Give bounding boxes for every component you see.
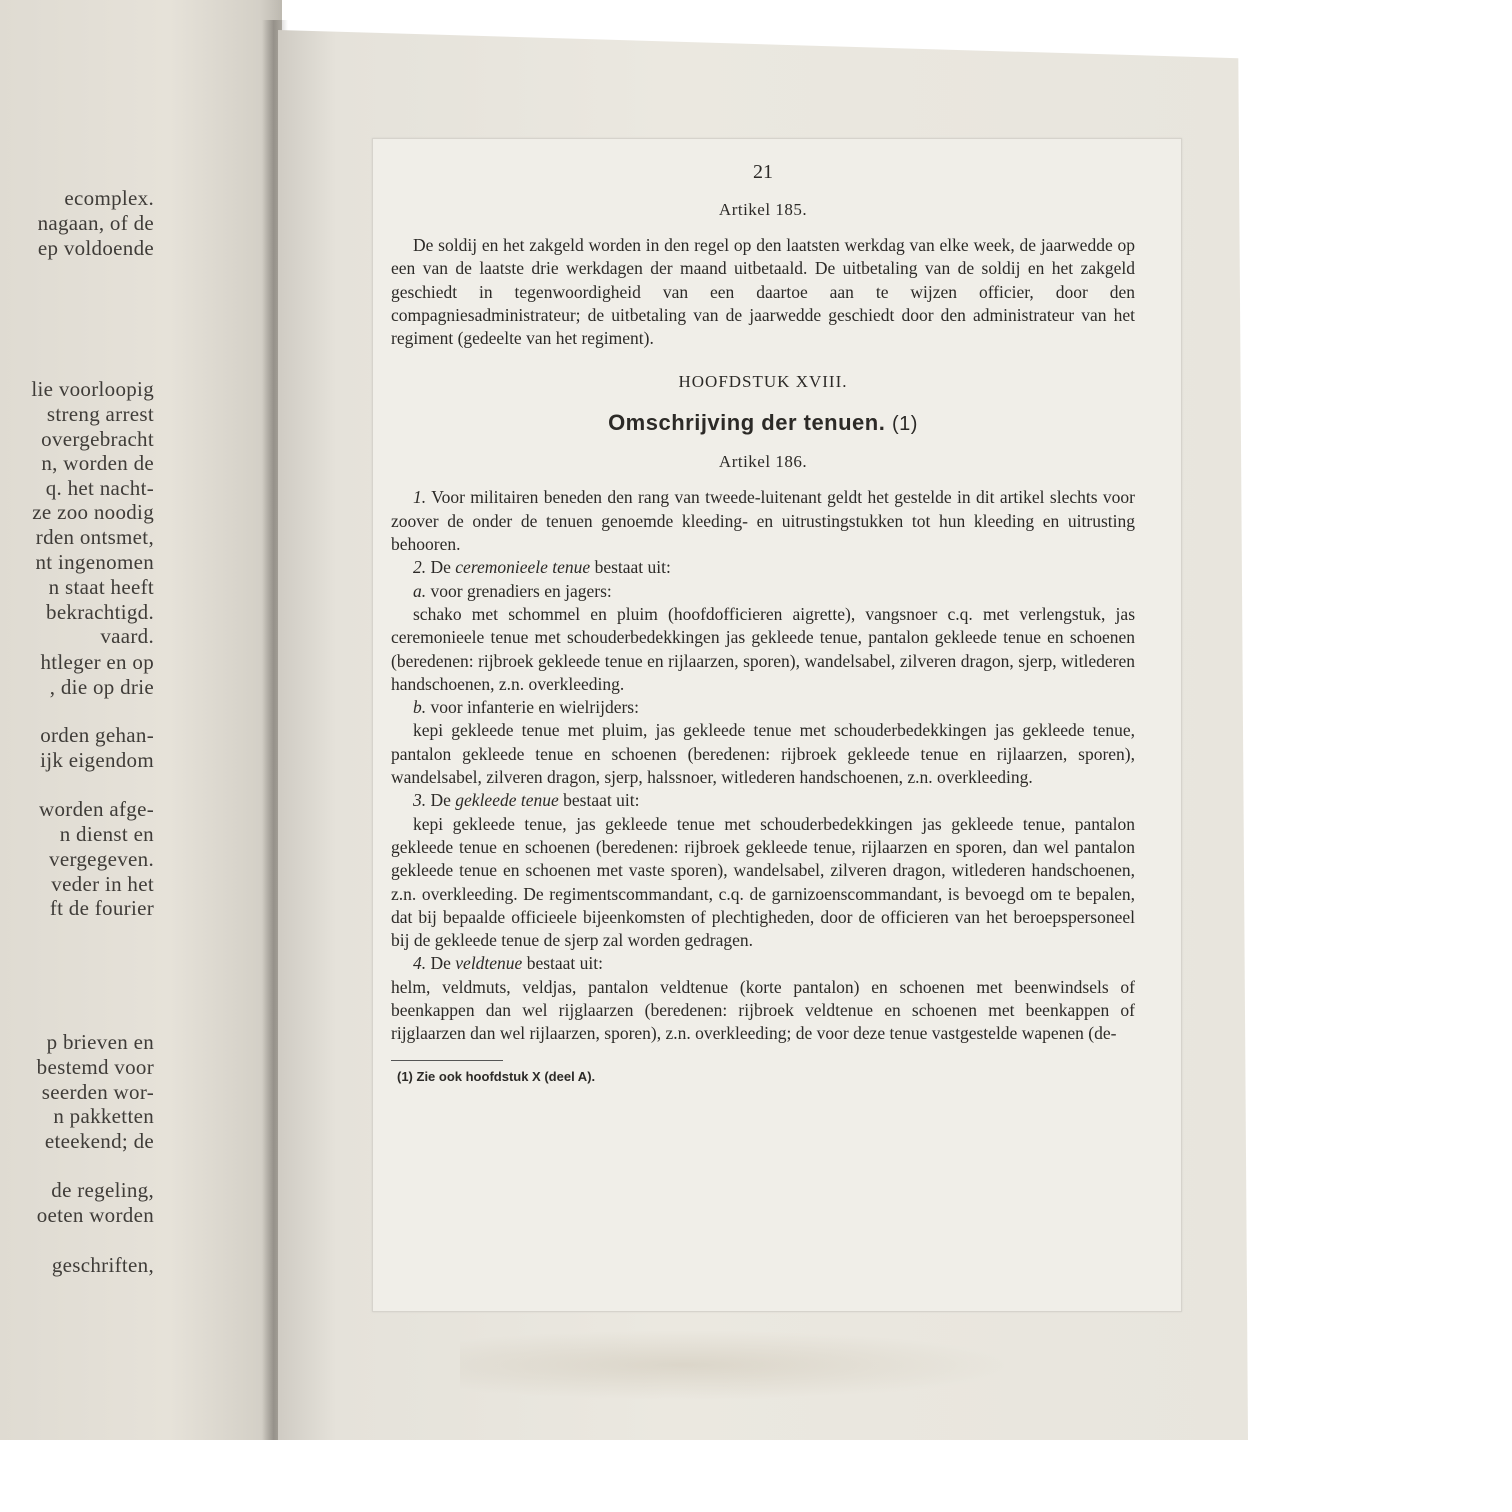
paragraph-3-text: kepi gekleede tenue, jas gekleede tenue met schouderbedekkingen jas gekleede tenue, pantalon gekleede tenue en schoenen (beredenen: rijbroek gekleede tenue, rijlaarzen en sporen, dan wel pantalon gekleede tenue en schoenen met vaste sporen), wandelsabel, zilveren dragon, witlederen handschoenen, z.n. overkleeding. De regimentscommandant, c.q. de garnizoenscommandant, is bevoegd om te bepalen, dat bij bepaalde officieele bijeenkomsten of plechtigheden, door de officieren van het beroepspersoneel bij de gekleede tenue de sjerp zal worden gedragen.	[391, 813, 1135, 951]
left-page-line: p brieven en	[46, 1030, 154, 1054]
left-page-line: ft de fourier	[49, 896, 154, 920]
left-page-line: ecomplex.	[64, 186, 154, 210]
heading-text: Omschrijving der tenuen.	[608, 410, 886, 436]
heading-footnote-ref: (1)	[891, 413, 918, 436]
pasted-sheet	[372, 138, 1182, 1312]
paragraph-2b-intro	[391, 696, 1135, 719]
left-page-line: ijk eigendom	[40, 748, 154, 772]
paragraph-2b-label: b.	[413, 697, 427, 718]
paragraph-2b-title: voor infanterie en wielrijders:	[430, 697, 639, 718]
paragraph-1-text: Voor militairen beneden den rang van tweede-luitenant geldt het gestelde in dit artikel slechts voor zoover de onder de tenuen genoemde kleeding- en uitrustingstukken tot hun kleeding en uitrusting behooren.	[391, 487, 1135, 555]
article-185-text: De soldij en het zakgeld worden in den regel op den laatsten werkdag van elke week, de jaarwedde op een van de laatste drie werkdagen der maand uitbetaald. De uitbetaling van de soldij en het zakgeld geschiedt in tegenwoordigheid van een daartoe aan te wijzen officier, door den compagniesadministrateur; de uitbetaling van de jaarwedde geschiedt door den administrateur van het regiment (gedeelte van het regiment).	[391, 235, 1135, 349]
paragraph-3-term: gekleede tenue	[455, 790, 559, 811]
left-page-line: lie voorloopig	[31, 377, 154, 401]
paragraph-2-term: ceremonieele tenue	[455, 557, 591, 578]
left-page-line: seerden wor-	[41, 1080, 154, 1104]
left-page-line: bestemd voor	[36, 1055, 154, 1079]
paragraph-2-post: bestaat uit:	[594, 557, 671, 578]
left-page-line: htleger en op	[40, 650, 154, 674]
sheet-text	[391, 151, 1135, 1084]
paragraph-3-post: bestaat uit:	[563, 790, 640, 811]
left-page-line: worden afge-	[39, 797, 154, 821]
paragraph-1-number: 1.	[413, 487, 427, 508]
left-page-line: overgebracht	[41, 427, 154, 451]
left-page-line: ze zoo noodig	[32, 500, 154, 524]
left-page-line: rden ontsmet,	[35, 525, 154, 549]
left-page-line: de regeling,	[51, 1178, 154, 1202]
footnote: (1) Zie ook hoofdstuk X (deel A).	[397, 1068, 596, 1084]
left-page-line: ep voldoende	[37, 236, 154, 260]
left-page-line: nt ingenomen	[35, 550, 154, 574]
paragraph-3-pre: De	[430, 790, 451, 811]
paragraph-3-intro	[391, 789, 1135, 812]
paragraph-2-number: 2.	[413, 557, 427, 578]
left-page-line: veder in het	[51, 872, 154, 896]
left-page-line: eteekend; de	[44, 1129, 154, 1153]
left-page-line: n staat heeft	[48, 575, 154, 599]
footnote-rule	[391, 1060, 503, 1061]
paragraph-2b-text: kepi gekleede tenue met pluim, jas gekleede tenue met schouderbedekkingen jas gekleede tenue, pantalon gekleede tenue en schoenen (beredenen: rijbroek gekleede tenue en rijlaarzen, sporen), wandelsabel, zilveren dragon, sjerp, halssnoer, witlederen handschoenen, z.n. overkleeding.	[391, 720, 1135, 788]
left-page-line: vergegeven.	[49, 847, 154, 871]
left-page-line: n pakketten	[53, 1104, 154, 1128]
paragraph-4-pre: De	[430, 953, 451, 974]
paragraph-2-intro	[391, 556, 1135, 579]
left-page-line: oeten worden	[36, 1203, 154, 1227]
paragraph-4-number: 4.	[413, 953, 427, 974]
left-page-line: geschriften,	[51, 1253, 154, 1277]
paragraph-2a-label: a.	[413, 580, 427, 601]
paper-stain	[460, 1330, 1020, 1400]
left-page-line: nagaan, of de	[37, 211, 154, 235]
chapter-title: HOOFDSTUK XVIII.	[678, 372, 848, 392]
paragraph-2-pre: De	[430, 557, 451, 578]
left-page-line: vaard.	[100, 624, 154, 648]
paragraph-4-term: veldtenue	[455, 953, 523, 974]
article-185-title: Artikel 185.	[718, 200, 808, 219]
page-number: 21	[753, 161, 773, 183]
paragraph-1	[391, 486, 1135, 556]
left-page-line: n dienst en	[59, 822, 154, 846]
paragraph-2a-text: schako met schommel en pluim (hoofdofficieren aigrette), vangsnoer c.q. met verlengstuk, jas ceremonieele tenue met schouderbedekkingen jas gekleede tenue, pantalon gekleede tenue en schoenen (beredenen: rijbroek gekleede tenue en rijlaarzen, sporen), wandelsabel, zilveren dragon, sjerp, witlederen handschoenen, z.n. overkleeding.	[391, 603, 1135, 694]
article-186-title: Artikel 186.	[718, 452, 808, 472]
left-page	[0, 0, 282, 1440]
paragraph-3-number: 3.	[413, 790, 427, 811]
paragraph-2a-intro	[391, 580, 1135, 603]
left-page-line: bekrachtigd.	[46, 600, 154, 624]
left-page-line: streng arrest	[46, 402, 154, 426]
left-page-line: orden gehan-	[40, 723, 154, 747]
left-page-line: , die op drie	[49, 675, 154, 699]
paragraph-2a-title: voor grenadiers en jagers:	[430, 580, 612, 601]
left-page-line: q. het nacht-	[45, 476, 154, 500]
paragraph-4-post: bestaat uit:	[526, 953, 604, 974]
section-heading	[391, 410, 1135, 436]
left-page-line: n, worden de	[41, 451, 154, 475]
paragraph-4-intro	[391, 952, 1135, 975]
paragraph-4-text: helm, veldmuts, veldjas, pantalon veldtenue (korte pantalon) en schoenen met beenwindsels of beenkappen dan wel rijglaarzen (beredenen: rijbroek veldtenue en schoenen met beenkappen of rijglaarzen dan wel rijlaarzen, sporen), z.n. overkleeding; de voor deze tenue vastgestelde wapenen (de-	[391, 976, 1135, 1044]
